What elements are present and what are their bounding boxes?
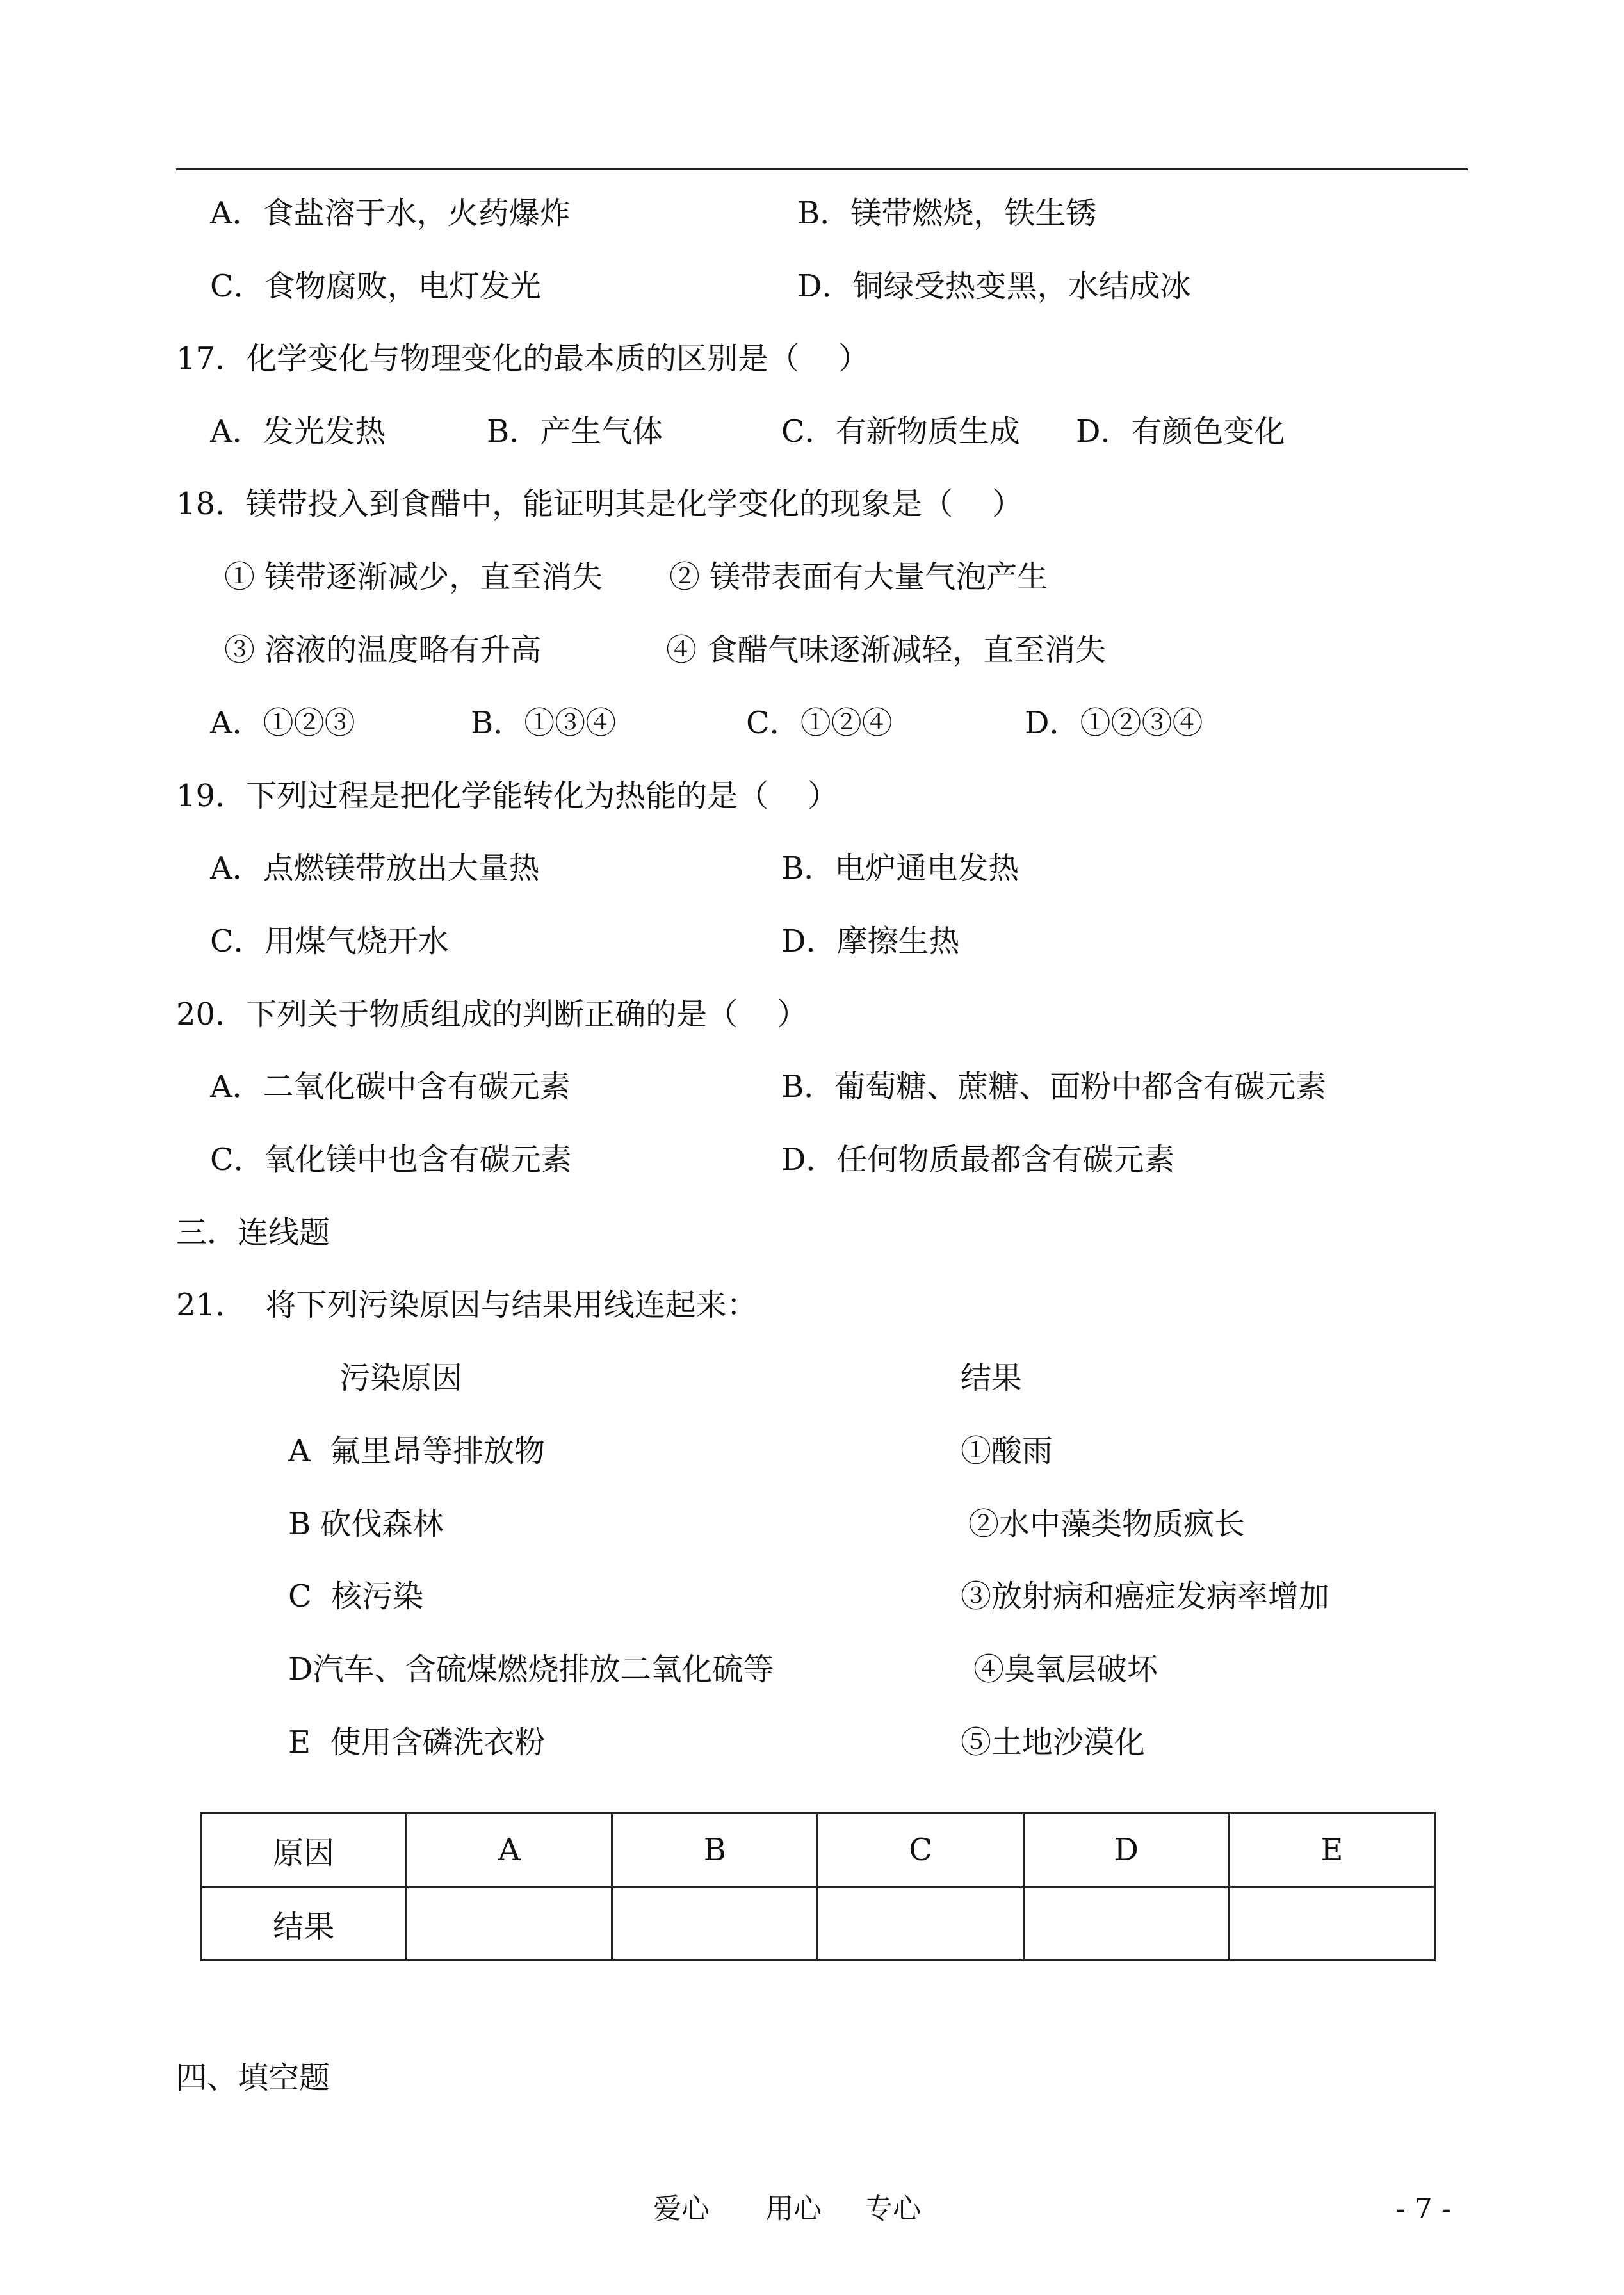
cause-a: A 氟里昂等排放物 [288, 1433, 546, 1469]
cause-c: C 核污染 [288, 1578, 424, 1614]
q17-option-c: C．有新物质生成 [781, 414, 1020, 450]
result-3: ③放射病和癌症发病率增加 [961, 1578, 1330, 1614]
answer-cell-b[interactable] [612, 1887, 818, 1961]
q19-option-a: A．点燃镁带放出大量热 [210, 850, 540, 886]
footer-motto-1: 爱心 [653, 2193, 710, 2225]
q16-option-b: B．镁带燃烧，铁生锈 [797, 195, 1097, 231]
q21-stem: 21． 将下列污染原因与结果用线连起来： [176, 1287, 758, 1323]
causes-header: 污染原因 [339, 1360, 463, 1396]
q17-stem: 17．化学变化与物理变化的最本质的区别是（ ） [176, 341, 870, 377]
q18-stem: 18．镁带投入到食醋中，能证明其是化学变化的现象是（ ） [176, 486, 1023, 522]
q19-option-c: C．用煤气烧开水 [210, 923, 449, 959]
table-cell-header-cause: 原因 [201, 1813, 407, 1887]
cause-d: D汽车、含硫煤燃烧排放二氧化硫等 [288, 1651, 774, 1687]
results-header: 结果 [961, 1360, 1023, 1396]
page-number: - 7 - [1396, 2193, 1451, 2225]
q16-option-a: A．食盐溶于水，火药爆炸 [210, 195, 571, 231]
table-row [201, 1813, 1435, 1887]
q18-option-c: C．①②④ [746, 705, 893, 741]
result-1: ①酸雨 [961, 1433, 1053, 1469]
table-cell-col-b: B [612, 1813, 818, 1887]
q19-stem: 19．下列过程是把化学能转化为热能的是（ ） [176, 778, 839, 814]
q20-option-c: C．氧化镁中也含有碳元素 [210, 1142, 572, 1178]
table-cell-col-e: E [1229, 1813, 1434, 1887]
table-cell-col-a: A [407, 1813, 612, 1887]
q20-option-a: A．二氧化碳中含有碳元素 [210, 1069, 571, 1105]
answer-table [200, 1812, 1436, 1961]
result-5: ⑤土地沙漠化 [961, 1724, 1146, 1760]
q17-option-b: B．产生气体 [487, 414, 663, 450]
cause-b: B 砍伐森林 [288, 1506, 444, 1542]
q17-option-a: A．发光发热 [210, 414, 386, 450]
section3-title: 三．连线题 [176, 1215, 330, 1251]
q16-option-d: D．铜绿受热变黑，水结成冰 [797, 268, 1191, 304]
footer-motto-3: 专心 [865, 2193, 921, 2225]
q20-stem: 20．下列关于物质组成的判断正确的是（ ） [176, 996, 808, 1032]
footer-motto-2: 用心 [765, 2193, 822, 2225]
answer-cell-e[interactable] [1229, 1887, 1434, 1961]
table-cell-header-result: 结果 [201, 1887, 407, 1961]
table-row [201, 1887, 1435, 1961]
result-4: ④臭氧层破坏 [973, 1651, 1158, 1687]
q18-statement-3: ③ 溶液的温度略有升高 [224, 632, 542, 668]
q20-option-b: B．葡萄糖、蔗糖、面粉中都含有碳元素 [781, 1069, 1327, 1105]
q16-option-c: C．食物腐败，电灯发光 [210, 268, 541, 304]
answer-cell-c[interactable] [818, 1887, 1023, 1961]
cause-e: E 使用含磷洗衣粉 [288, 1724, 546, 1760]
result-2: ②水中藻类物质疯长 [968, 1506, 1246, 1542]
section4-title: 四、填空题 [176, 2060, 330, 2096]
q18-statement-4: ④ 食醋气味逐渐减轻，直至消失 [666, 632, 1107, 668]
q18-statement-2: ② 镁带表面有大量气泡产生 [669, 559, 1048, 595]
answer-cell-a[interactable] [407, 1887, 612, 1961]
answer-cell-d[interactable] [1023, 1887, 1229, 1961]
header-rule [176, 168, 1468, 170]
q17-option-d: D．有颜色变化 [1076, 414, 1285, 450]
q18-option-b: B．①③④ [471, 705, 617, 741]
table-cell-col-d: D [1023, 1813, 1229, 1887]
q18-option-a: A．①②③ [210, 705, 355, 741]
q20-option-d: D．任何物质最都含有碳元素 [781, 1142, 1175, 1178]
q18-option-d: D．①②③④ [1025, 705, 1203, 741]
q19-option-d: D．摩擦生热 [781, 923, 960, 959]
table-cell-col-c: C [818, 1813, 1023, 1887]
q19-option-b: B．电炉通电发热 [781, 850, 1019, 886]
q18-statement-1: ① 镁带逐渐减少，直至消失 [224, 559, 603, 595]
